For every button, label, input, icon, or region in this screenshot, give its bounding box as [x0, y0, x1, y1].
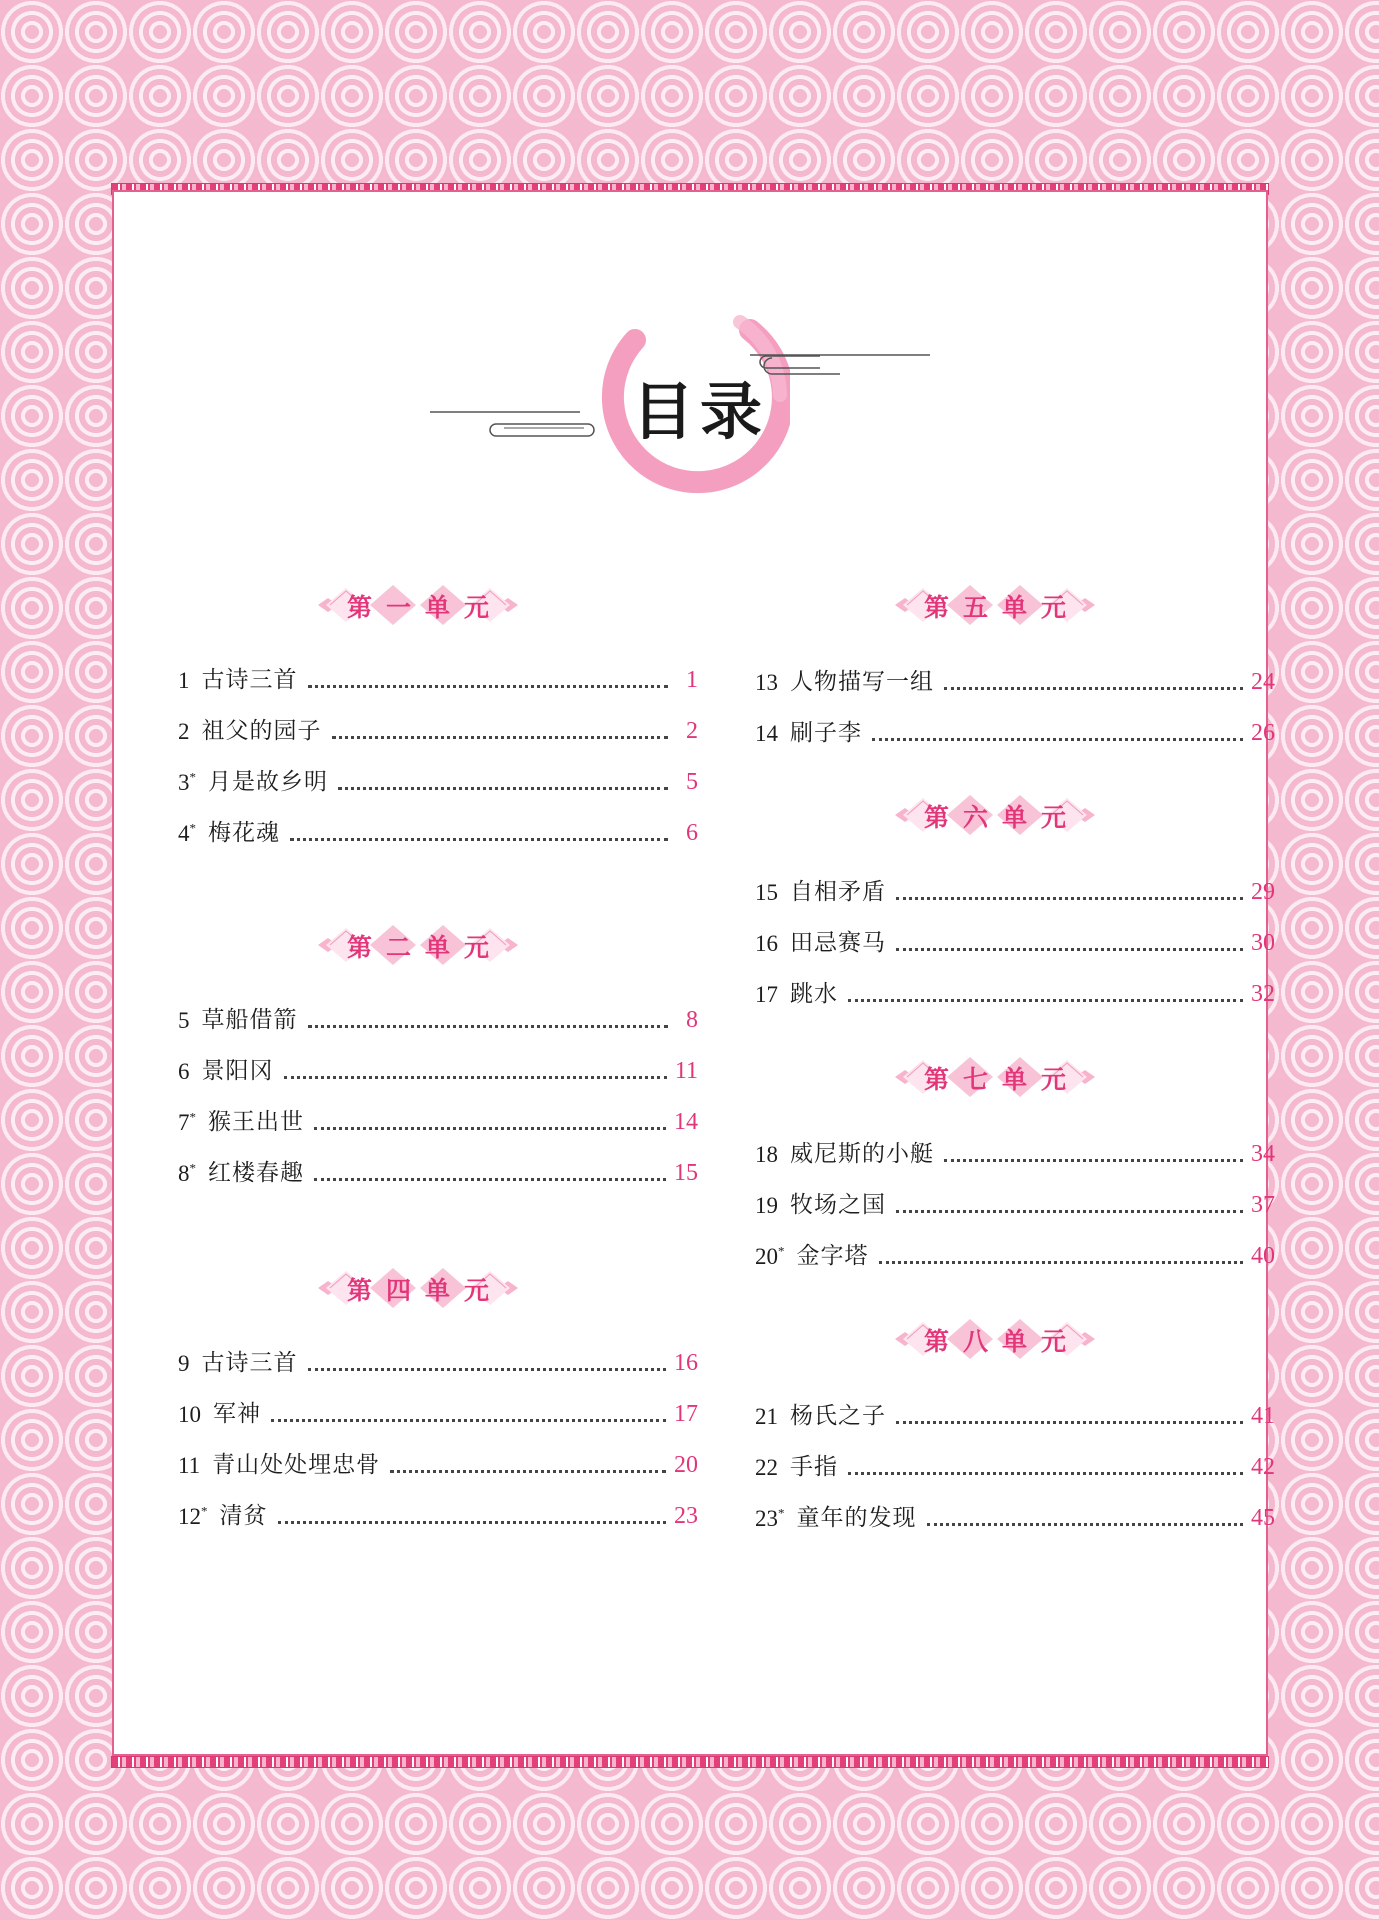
entry-title: 人物描写一组 [790, 669, 934, 695]
toc-entry[interactable] [178, 1396, 698, 1428]
entry-title: 猴王出世 [208, 1109, 304, 1135]
dot-leader [338, 787, 668, 790]
optional-lesson-mark: * [778, 1243, 785, 1259]
entry-title: 梅花魂 [208, 820, 280, 846]
entry-number: 22 [755, 1455, 778, 1480]
toc-entry[interactable] [755, 664, 1275, 696]
entry-number: 8* [178, 1160, 196, 1186]
entry-number: 14 [755, 721, 778, 746]
entry-number: 10 [178, 1402, 201, 1427]
dot-leader [872, 738, 1243, 741]
toc-entry[interactable] [178, 815, 698, 847]
optional-lesson-mark: * [189, 1109, 196, 1125]
toc-entry[interactable] [178, 713, 698, 745]
toc-entry[interactable] [178, 1104, 698, 1136]
unit-header [318, 580, 518, 630]
page-number: 14 [674, 1109, 698, 1135]
entry-title: 古诗三首 [201, 1350, 298, 1376]
toc-entry[interactable] [178, 1053, 698, 1085]
entry-number: 1 [178, 668, 190, 693]
dot-leader [284, 1076, 667, 1079]
entry-title: 威尼斯的小艇 [790, 1141, 934, 1167]
entry-title: 红楼春趣 [208, 1160, 304, 1186]
dot-leader [290, 838, 668, 841]
dot-leader [879, 1261, 1244, 1264]
dot-leader [314, 1127, 666, 1130]
entry-title: 田忌赛马 [790, 930, 886, 956]
entry-title: 军神 [213, 1401, 261, 1427]
toc-entry[interactable] [755, 1187, 1275, 1219]
entry-title: 牧场之国 [790, 1192, 886, 1218]
entry-title: 刷子李 [790, 720, 862, 746]
toc-entry[interactable] [178, 1002, 698, 1034]
page-number: 17 [674, 1401, 698, 1427]
dot-leader [308, 1025, 669, 1028]
entry-number: 7* [178, 1109, 196, 1135]
entry-number: 17 [755, 982, 778, 1007]
entry-number: 9 [178, 1351, 190, 1376]
page-number: 15 [674, 1160, 698, 1186]
entry-number: 20* [755, 1243, 785, 1269]
page-number: 40 [1251, 1243, 1275, 1269]
entry-number: 18 [755, 1142, 778, 1167]
dot-leader [927, 1523, 1244, 1526]
entry-title: 月是故乡明 [208, 769, 328, 795]
dot-leader [944, 1159, 1243, 1162]
unit-header [318, 920, 518, 970]
dot-leader [332, 736, 669, 739]
bottom-border-strip [112, 1757, 1268, 1767]
dot-leader [848, 999, 1243, 1002]
dot-leader [896, 948, 1243, 951]
dot-leader [271, 1419, 666, 1422]
entry-number: 13 [755, 670, 778, 695]
entry-title: 景阳冈 [201, 1058, 274, 1084]
entry-number: 12* [178, 1503, 208, 1529]
page-number: 5 [686, 769, 698, 795]
optional-lesson-mark: * [778, 1505, 785, 1521]
page-number: 26 [1251, 720, 1275, 746]
page-number: 45 [1251, 1505, 1275, 1531]
page-number: 42 [1251, 1454, 1275, 1480]
unit-title: 第一单元 [346, 593, 503, 622]
entry-number: 4* [178, 820, 196, 846]
page-number: 32 [1251, 981, 1275, 1007]
dot-leader [896, 897, 1243, 900]
unit-title: 第七单元 [923, 1065, 1080, 1094]
entry-number: 6 [178, 1059, 190, 1084]
toc-entry[interactable] [755, 925, 1275, 957]
page-title: 目录 [631, 375, 768, 448]
entry-title: 清贫 [219, 1503, 268, 1529]
optional-lesson-mark: * [189, 769, 196, 785]
toc-entry[interactable] [178, 662, 698, 694]
entry-number: 23* [755, 1505, 785, 1531]
toc-entry[interactable] [755, 1449, 1275, 1481]
entry-number: 16 [755, 931, 778, 956]
page-number: 11 [674, 1058, 698, 1084]
page-number: 8 [686, 1007, 698, 1033]
optional-lesson-mark: * [189, 820, 196, 836]
dot-leader [278, 1521, 667, 1524]
page-number: 24 [1251, 669, 1275, 695]
unit-title: 第四单元 [346, 1276, 503, 1305]
unit-header [895, 1052, 1095, 1102]
entry-number: 3* [178, 769, 196, 795]
entry-title: 跳水 [790, 981, 838, 1007]
unit-header [895, 790, 1095, 840]
page-number: 29 [1251, 879, 1275, 905]
entry-title: 童年的发现 [796, 1505, 917, 1531]
entry-title: 杨氏之子 [790, 1403, 886, 1429]
page-number: 16 [674, 1350, 698, 1376]
entry-title: 自相矛盾 [790, 879, 886, 905]
toc-entry[interactable] [178, 1345, 698, 1377]
unit-header [318, 1263, 518, 1313]
page-number: 23 [674, 1503, 698, 1529]
unit-title: 第二单元 [346, 933, 503, 962]
toc-entry[interactable] [178, 1498, 698, 1530]
entry-title: 草船借箭 [201, 1007, 298, 1033]
dot-leader [944, 687, 1243, 690]
entry-title: 金字塔 [796, 1243, 869, 1269]
dot-leader [896, 1210, 1243, 1213]
page-number: 6 [686, 820, 698, 846]
toc-entry[interactable] [755, 1238, 1275, 1270]
toc-entry[interactable] [755, 874, 1275, 906]
dot-leader [314, 1178, 666, 1181]
unit-header [895, 1314, 1095, 1364]
unit-title: 第八单元 [923, 1327, 1080, 1356]
page-number: 37 [1251, 1192, 1275, 1218]
unit-title: 第六单元 [923, 803, 1080, 832]
toc-entry[interactable] [755, 715, 1275, 747]
entry-title: 手指 [790, 1454, 838, 1480]
dot-leader [390, 1470, 666, 1473]
page-number: 30 [1251, 930, 1275, 956]
toc-entry[interactable] [178, 764, 698, 796]
toc-entry[interactable] [755, 1398, 1275, 1430]
dot-leader [308, 1368, 667, 1371]
toc-entry[interactable] [755, 1500, 1275, 1532]
toc-entry[interactable] [755, 976, 1275, 1008]
page-number: 20 [674, 1452, 698, 1478]
entry-title: 祖父的园子 [201, 718, 322, 744]
dot-leader [848, 1472, 1243, 1475]
page-number: 2 [686, 718, 698, 744]
entry-title: 古诗三首 [201, 667, 298, 693]
entry-title: 青山处处埋忠骨 [212, 1452, 381, 1478]
entry-number: 15 [755, 880, 778, 905]
entry-number: 19 [755, 1193, 778, 1218]
optional-lesson-mark: * [201, 1503, 208, 1519]
page-number: 41 [1251, 1403, 1275, 1429]
dot-leader [896, 1421, 1243, 1424]
entry-number: 5 [178, 1008, 190, 1033]
page-number: 1 [686, 667, 698, 693]
optional-lesson-mark: * [189, 1160, 196, 1176]
unit-header [895, 580, 1095, 630]
toc-entry[interactable] [178, 1155, 698, 1187]
entry-number: 11 [178, 1453, 201, 1478]
title-block [420, 300, 960, 510]
dot-leader [308, 685, 669, 688]
page-number: 34 [1251, 1141, 1275, 1167]
toc-entry[interactable] [178, 1447, 698, 1479]
toc-entry[interactable] [755, 1136, 1275, 1168]
unit-title: 第五单元 [923, 593, 1080, 622]
entry-number: 2 [178, 719, 190, 744]
entry-number: 21 [755, 1404, 778, 1429]
